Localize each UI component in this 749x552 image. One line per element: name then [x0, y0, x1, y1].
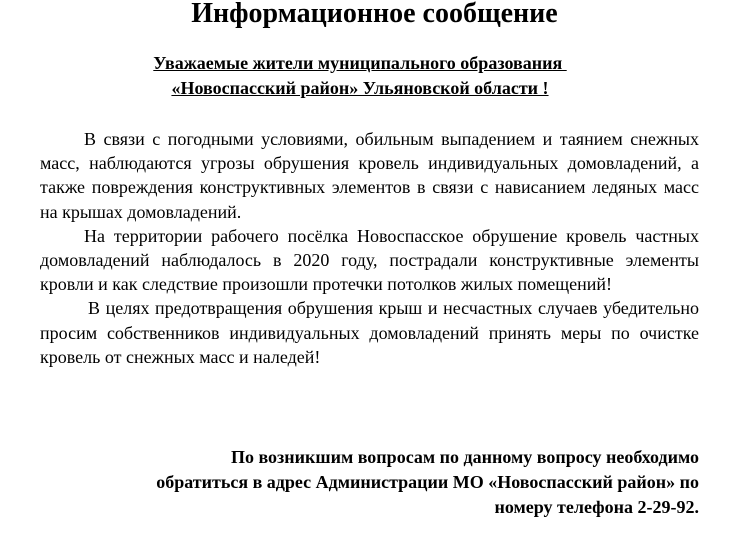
- paragraph: На территории рабочего посёлка Новоспасское обрушение кровель частных домовладений наблюдалось в 2020 году, пострадали конструктивные элементы кровли и как следствие произошли протечки потолков жилых помещений!: [40, 225, 699, 295]
- greeting-line: Уважаемые жители муниципального образования: [153, 53, 567, 73]
- paragraph: В связи с погодными условиями, обильным выпадением и таянием снежных масс, наблюдаются угрозы обрушения кровель индивидуальных домовладений, а также повреждения конструктивных элементов в связи с нависанием ледяных масс на крышах домовладений.: [40, 129, 699, 222]
- greeting-line: «Новоспасский район» Ульяновской области !: [171, 78, 549, 98]
- contact-line: номеру телефона 2-29-92.: [494, 497, 699, 517]
- message-body: [40, 127, 699, 369]
- paragraph: В целях предотвращения обрушения крыш и несчастных случаев убедительно просим собственников индивидуальных домовладений принять меры по очистке кровель от снежных масс и наледей!: [40, 298, 699, 367]
- greeting: [60, 51, 660, 101]
- contact-line: обратиться в адрес Администрации МО «Новоспасский район» по: [156, 472, 699, 492]
- contact-info: [99, 445, 699, 520]
- document-title: Информационное сообщение: [191, 0, 558, 29]
- contact-line: По возникшим вопросам по данному вопросу необходимо: [230, 447, 699, 467]
